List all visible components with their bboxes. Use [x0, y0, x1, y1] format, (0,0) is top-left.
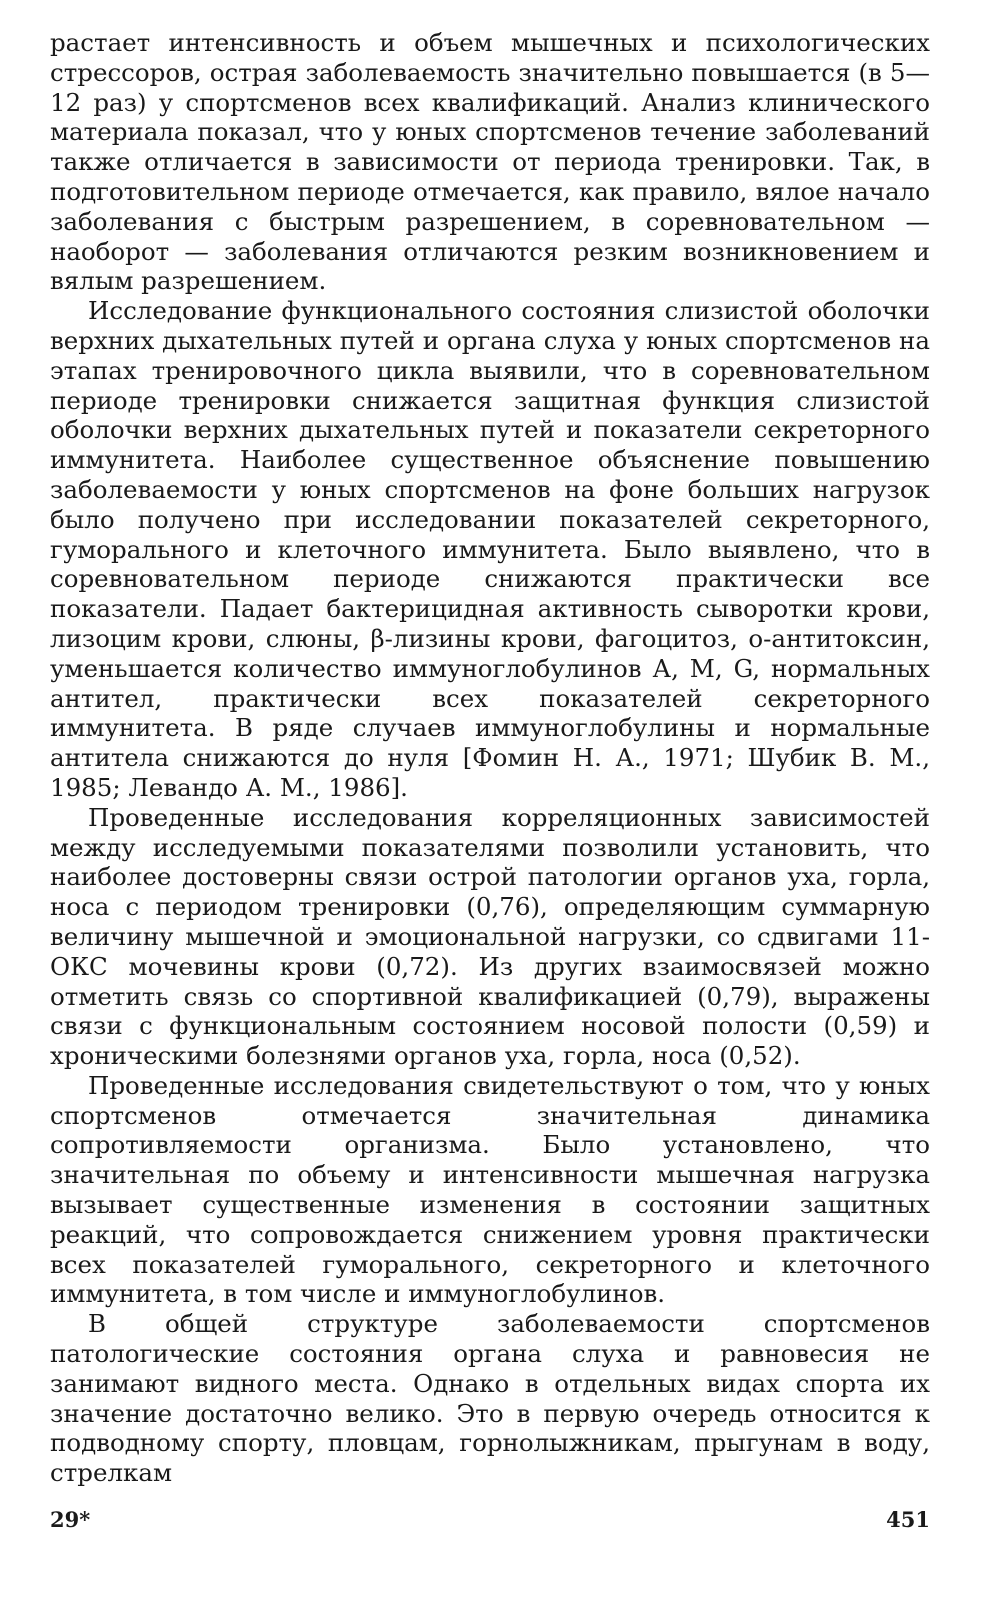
page-footer — [50, 1507, 930, 1537]
page-body — [50, 28, 930, 1488]
paragraph-2: Исследование функционального состояния слизистой оболочки верхних дыхательных путей и органа слуха у юных спортсменов на этапах тренировочного цикла выявили, что в соревновательном периоде тренировки снижается защитная функция слизистой оболочки верхних дыхательных путей и показатели секреторного иммунитета. Наиболее существенное объяснение повышению заболеваемости у юных спортсменов на фоне больших нагрузок было получено при исследовании показателей секреторного, гуморального и клеточного иммунитета. Было выявлено, что в соревновательном периоде снижаются практически все показатели. Падает бактерицидная активность сыворотки крови, лизоцим крови, слюны, β-лизины крови, фагоцитоз, о-антитоксин, уменьшается количество иммуноглобулинов А, М, G, нормальных антител, практически всех показателей секреторного иммунитета. В ряде случаев иммуноглобулины и нормальные антитела снижаются до нуля [Фомин Н. А., 1971; Шубик В. М., 1985; Левандо А. М., 1986]. — [50, 296, 930, 802]
paragraph-4: Проведенные исследования свидетельствуют о том, что у юных спортсменов отмечается значительная динамика сопротивляемости организма. Было установлено, что значительная по объему и интенсивности мышечная нагрузка вызывает существенные изменения в состоянии защитных реакций, что сопровождается снижением уровня практически всех показателей гуморального, секреторного и клеточного иммунитета, в том числе и иммуноглобулинов. — [50, 1070, 930, 1309]
page-number: 451 — [886, 1507, 930, 1532]
paragraph-1: растает интенсивность и объем мышечных и психологических стрессоров, острая заболеваемость значительно повышается (в 5—12 раз) у спортсменов всех квалификаций. Анализ клинического материала показал, что у юных спортсменов течение заболеваний также отличается в зависимости от периода тренировки. Так, в подготовительном периоде отмечается, как правило, вялое начало заболевания с быстрым разрешением, в соревновательном — наоборот — заболевания отличаются резким возникновением и вялым разрешением. — [50, 28, 930, 296]
paragraph-5: В общей структуре заболеваемости спортсменов патологические состояния органа слуха и равновесия не занимают видного места. Однако в отдельных видах спорта их значение достаточно велико. Это в первую очередь относится к подводному спорту, пловцам, горнолыжникам, прыгунам в воду, стрелкам — [50, 1309, 930, 1488]
paragraph-3: Проведенные исследования корреляционных зависимостей между исследуемыми показателями позволили установить, что наиболее достоверны связи острой патологии органов уха, горла, носа с периодом тренировки (0,76), определяющим суммарную величину мышечной и эмоциональной нагрузки, со сдвигами 11-ОКС мочевины крови (0,72). Из других взаимосвязей можно отметить связь со спортивной квалификацией (0,79), выражены связи с функциональным состоянием носовой полости (0,59) и хроническими болезнями органов уха, горла, носа (0,52). — [50, 802, 930, 1071]
signature-mark: 29* — [50, 1507, 91, 1532]
